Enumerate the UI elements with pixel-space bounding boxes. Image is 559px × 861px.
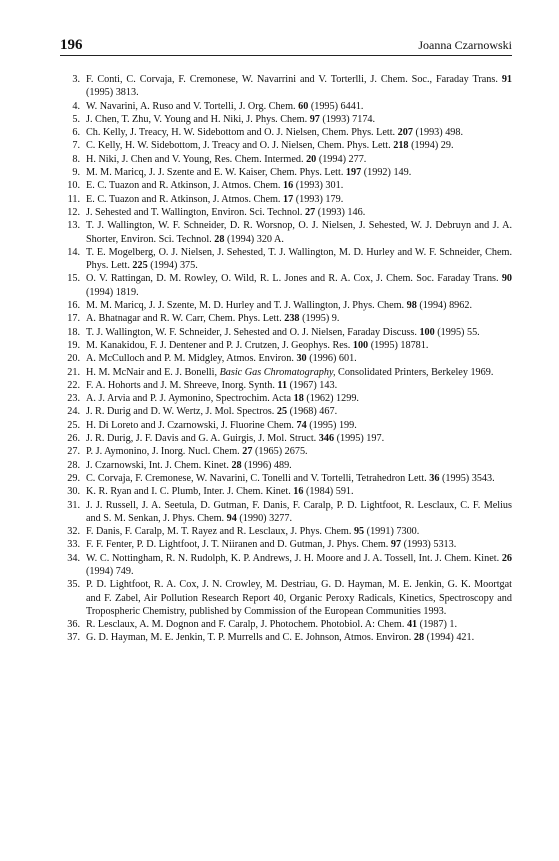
reference-text xyxy=(86,327,480,338)
reference-number: 8. xyxy=(72,153,80,165)
reference-text xyxy=(86,273,512,297)
reference-text xyxy=(86,619,457,630)
reference-volume: 94 xyxy=(226,512,237,524)
reference-number: 17. xyxy=(67,313,80,325)
reference-text xyxy=(86,460,292,471)
reference-fragment: G. D. Hayman, M. E. Jenkin, T. P. Murrells and C. E. Johnson, Atmos. Environ. xyxy=(86,632,414,644)
running-head: Joanna Czarnowski xyxy=(418,38,512,52)
reference-number: 30. xyxy=(67,486,80,498)
reference-item xyxy=(60,139,512,152)
reference-volume: 17 xyxy=(282,193,294,205)
reference-book-title: Basic Gas Chromatography, xyxy=(219,366,336,378)
reference-fragment: E. C. Tuazon and R. Atkinson, J. Atmos. Chem. xyxy=(86,180,283,192)
reference-fragment: (1994) 421. xyxy=(424,632,475,644)
reference-fragment: P. J. Aymonino, J. Inorg. Nucl. Chem. xyxy=(86,446,243,458)
reference-volume: 97 xyxy=(390,539,402,551)
reference-fragment: (1965) 2675. xyxy=(252,446,308,458)
reference-text xyxy=(86,446,308,457)
reference-text xyxy=(86,539,456,550)
reference-fragment: A. McCulloch and P. M. Midgley, Atmos. Environ. xyxy=(86,353,297,365)
reference-fragment: (1993) 146. xyxy=(315,206,366,218)
reference-fragment: (1992) 149. xyxy=(361,167,412,179)
reference-item xyxy=(60,312,512,325)
reference-volume: 60 xyxy=(298,100,309,112)
reference-fragment: M. M. Maricq, J. J. Szente and E. W. Kaiser, Chem. Phys. Lett. xyxy=(86,167,346,179)
reference-number: 37. xyxy=(67,632,80,644)
reference-number: 10. xyxy=(67,180,80,192)
reference-fragment: O. V. Rattingan, D. M. Rowley, O. Wild, R. L. Jones and R. A. Cox, J. Chem. Soc. Faraday Trans. xyxy=(86,273,502,285)
reference-text xyxy=(86,167,411,178)
reference-volume: 74 xyxy=(296,419,307,431)
reference-volume: 27 xyxy=(304,206,316,218)
reference-volume: 238 xyxy=(284,313,300,325)
reference-item xyxy=(60,219,512,246)
reference-text xyxy=(86,247,512,271)
reference-number: 9. xyxy=(72,167,80,179)
reference-text xyxy=(86,380,337,391)
reference-fragment: (1995) 3543. xyxy=(439,472,495,484)
reference-text xyxy=(86,553,512,577)
reference-item xyxy=(60,618,512,631)
reference-item xyxy=(60,299,512,312)
reference-fragment: A. Bhatnagar and R. W. Carr, Chem. Phys. Lett. xyxy=(86,313,285,325)
reference-item xyxy=(60,631,512,644)
reference-fragment: H. M. McNair and E. J. Bonelli, xyxy=(86,366,220,378)
reference-item xyxy=(60,392,512,405)
reference-volume: 41 xyxy=(406,619,418,631)
reference-text xyxy=(86,180,343,191)
reference-item xyxy=(60,499,512,526)
reference-volume: 97 xyxy=(309,113,320,125)
reference-volume: 30 xyxy=(296,353,307,365)
reference-fragment: M. Kanakidou, F. J. Dentener and P. J. Crutzen, J. Geophys. Res. xyxy=(86,339,353,351)
reference-volume: 100 xyxy=(352,339,369,351)
reference-fragment: F. Conti, C. Corvaja, F. Cremonese, W. Navarrini and V. Torterlli, J. Chem. Soc., Faraday Trans. xyxy=(86,74,502,85)
reference-text xyxy=(86,420,357,431)
reference-text xyxy=(86,207,365,218)
reference-item xyxy=(60,379,512,392)
reference-fragment: H. Niki, J. Chen and V. Young, Res. Chem. Intermed. xyxy=(86,153,307,165)
reference-volume: 11 xyxy=(277,379,288,391)
reference-number: 14. xyxy=(67,246,80,258)
reference-number: 29. xyxy=(67,472,80,484)
reference-item xyxy=(60,366,512,379)
reference-item xyxy=(60,326,512,339)
reference-text xyxy=(86,500,512,524)
reference-list xyxy=(60,73,512,645)
reference-number: 23. xyxy=(67,393,80,405)
reference-fragment: (1995) 6441. xyxy=(308,100,364,112)
reference-item xyxy=(60,126,512,139)
reference-volume: 197 xyxy=(345,167,362,179)
reference-text xyxy=(86,74,512,98)
reference-item xyxy=(60,272,512,299)
reference-volume: 207 xyxy=(397,127,413,139)
reference-fragment: J. R. Durig, J. F. Davis and G. A. Guirgis, J. Mol. Struct. xyxy=(86,433,319,445)
reference-number: 32. xyxy=(67,526,80,538)
reference-text xyxy=(86,367,493,378)
reference-fragment: E. C. Tuazon and R. Atkinson, J. Atmos. Chem. xyxy=(86,193,283,205)
reference-number: 33. xyxy=(67,539,80,551)
reference-volume: 16 xyxy=(293,486,304,498)
reference-fragment: T. E. Mogelberg, O. J. Nielsen, J. Sehested, T. J. Wallington, M. D. Hurley and W. F. Schneider, Chem. Phys. Lett. xyxy=(86,246,512,272)
reference-number: 28. xyxy=(67,459,80,471)
reference-volume: 218 xyxy=(393,140,409,152)
reference-fragment: R. Lesclaux, A. M. Dognon and F. Caralp, J. Photochem. Photobiol. A: Chem. xyxy=(86,619,407,631)
reference-fragment: (1995) 9. xyxy=(299,313,340,325)
reference-fragment: (1994) 1819. xyxy=(86,286,139,298)
reference-fragment: F. F. Fenter, P. D. Lightfoot, J. T. Niiranen and D. Gutman, J. Phys. Chem. xyxy=(86,539,391,551)
reference-item xyxy=(60,445,512,458)
reference-fragment: A. J. Arvia and P. J. Aymonino, Spectrochim. Acta xyxy=(86,393,294,405)
reference-number: 5. xyxy=(72,113,80,125)
reference-number: 7. xyxy=(72,140,80,152)
reference-number: 22. xyxy=(67,379,80,391)
reference-text xyxy=(86,473,495,484)
reference-text xyxy=(86,313,339,324)
reference-fragment: (1994) 320 A. xyxy=(224,233,284,245)
reference-number: 20. xyxy=(67,353,80,365)
reference-number: 31. xyxy=(67,499,80,511)
reference-fragment: W. C. Nottingham, R. N. Rudolph, K. P. Andrews, J. H. Moore and J. A. Tossell, Int. J. Chem. Kinet. xyxy=(86,552,502,564)
reference-text xyxy=(86,220,512,244)
reference-volume: 91 xyxy=(501,74,512,85)
reference-fragment: (1993) 179. xyxy=(293,193,344,205)
reference-fragment: (1994) 29. xyxy=(408,140,454,152)
reference-item xyxy=(60,472,512,485)
reference-text xyxy=(86,526,419,537)
reference-volume: 16 xyxy=(282,180,294,192)
page-header xyxy=(60,37,512,56)
reference-number: 25. xyxy=(67,419,80,431)
reference-fragment: (1991) 7300. xyxy=(364,526,420,538)
reference-fragment: (1993) 301. xyxy=(293,180,344,192)
reference-fragment: F. Danis, F. Caralp, M. T. Rayez and R. Lesclaux, J. Phys. Chem. xyxy=(86,526,354,538)
reference-fragment: (1995) 55. xyxy=(434,326,480,338)
reference-fragment: (1993) 5313. xyxy=(401,539,457,551)
reference-text xyxy=(86,433,384,444)
reference-item xyxy=(60,432,512,445)
reference-number: 15. xyxy=(67,273,80,285)
reference-text xyxy=(86,579,512,617)
reference-item xyxy=(60,459,512,472)
reference-fragment: (1994) 8962. xyxy=(416,300,473,312)
reference-number: 18. xyxy=(67,326,80,338)
reference-text xyxy=(86,114,375,125)
reference-item xyxy=(60,485,512,498)
reference-fragment: (1994) 375. xyxy=(147,260,198,272)
reference-volume: 36 xyxy=(429,472,440,484)
reference-fragment: J. Sehested and T. Wallington, Environ. Sci. Technol. xyxy=(86,206,305,218)
reference-fragment: K. R. Ryan and I. C. Plumb, Inter. J. Chem. Kinet. xyxy=(86,486,294,498)
reference-fragment: W. Navarini, A. Ruso and V. Tortelli, J. Org. Chem. xyxy=(86,100,299,112)
reference-fragment: (1968) 467. xyxy=(287,406,338,418)
reference-fragment: (1995) 197. xyxy=(334,433,385,445)
reference-number: 16. xyxy=(67,300,80,312)
reference-number: 36. xyxy=(67,619,80,631)
reference-item xyxy=(60,419,512,432)
reference-item xyxy=(60,578,512,618)
reference-item xyxy=(60,525,512,538)
reference-fragment: (1962) 1299. xyxy=(303,393,359,405)
reference-volume: 98 xyxy=(406,300,417,312)
reference-text xyxy=(86,486,354,497)
reference-number: 34. xyxy=(67,552,80,564)
reference-volume: 25 xyxy=(276,406,288,418)
reference-text xyxy=(86,406,337,417)
reference-fragment: (1996) 489. xyxy=(241,459,292,471)
reference-text xyxy=(86,140,454,151)
reference-fragment: M. M. Maricq, J. J. Szente, M. D. Hurley and T. J. Wallington, J. Phys. Chem. xyxy=(86,300,407,312)
reference-fragment: T. J. Wallington, W. F. Schneider, J. Sehested and O. J. Nielsen, Faraday Discuss. xyxy=(86,326,420,338)
reference-text xyxy=(86,632,474,643)
reference-fragment: J. R. Durig and D. W. Wertz, J. Mol. Spectros. xyxy=(86,406,277,418)
reference-item xyxy=(60,113,512,126)
reference-number: 6. xyxy=(72,127,80,139)
reference-volume: 346 xyxy=(318,433,335,445)
reference-text xyxy=(86,340,428,351)
reference-number: 19. xyxy=(67,339,80,351)
reference-fragment: C. Corvaja, F. Cremonese, W. Navarini, C. Tonelli and V. Tortelli, Tetrahedron Lett. xyxy=(86,472,430,484)
reference-fragment: J. J. Russell, J. A. Seetula, D. Gutman, F. Danis, F. Caralp, P. D. Lightfoot, R. Lesclaux, C. F. Melius and S. M. Senkan, J. Phys. Chem. xyxy=(86,499,512,524)
reference-number: 4. xyxy=(72,100,80,112)
reference-fragment: (1995) 3813. xyxy=(86,87,139,99)
reference-fragment: (1993) 498. xyxy=(412,127,464,139)
reference-volume: 28 xyxy=(413,632,425,644)
reference-text xyxy=(86,194,343,205)
reference-number: 35. xyxy=(67,579,80,591)
reference-volume: 20 xyxy=(306,153,317,165)
reference-number: 21. xyxy=(67,366,80,378)
reference-volume: 28 xyxy=(214,233,225,245)
reference-fragment: (1995) 199. xyxy=(306,419,357,431)
reference-volume: 90 xyxy=(501,273,512,285)
reference-fragment: H. Di Loreto and J. Czarnowski, J. Fluorine Chem. xyxy=(86,419,297,431)
reference-item xyxy=(60,552,512,579)
reference-number: 27. xyxy=(67,446,80,458)
reference-fragment: Ch. Kelly, J. Treacy, H. W. Sidebottom and O. J. Nielsen, Chem. Phys. Lett. xyxy=(86,127,398,139)
reference-item xyxy=(60,405,512,418)
reference-item xyxy=(60,352,512,365)
reference-fragment: J. Czarnowski, Int. J. Chem. Kinet. xyxy=(86,459,232,471)
reference-fragment: (1967) 143. xyxy=(287,379,338,391)
reference-item xyxy=(60,538,512,551)
reference-item xyxy=(60,179,512,192)
reference-number: 13. xyxy=(67,220,80,232)
reference-number: 3. xyxy=(72,74,80,85)
reference-item xyxy=(60,246,512,273)
reference-item xyxy=(60,193,512,206)
reference-text xyxy=(86,353,357,364)
reference-fragment: (1994) 749. xyxy=(86,565,134,577)
reference-text xyxy=(86,127,463,138)
reference-volume: 18 xyxy=(293,393,304,405)
reference-item xyxy=(60,339,512,352)
reference-fragment: (1995) 18781. xyxy=(368,339,429,351)
reference-item xyxy=(60,153,512,166)
reference-volume: 100 xyxy=(419,326,435,338)
reference-fragment: P. D. Lightfoot, R. A. Cox, J. N. Crowley, M. Destriau, G. D. Hayman, M. E. Jenkin, G. K. Moortgat and F. Zabel, Air Pollution Research Report 40, Organic Peroxy Radicals, Kinetics, Spectroscopy and Tropospheric Chemistry, published by Commission of the European Communities 1993. xyxy=(86,579,512,617)
page-number: 196 xyxy=(60,37,83,53)
reference-number: 11. xyxy=(67,193,80,205)
reference-item xyxy=(60,166,512,179)
reference-fragment: (1990) 3277. xyxy=(236,512,293,524)
reference-volume: 28 xyxy=(231,459,242,471)
reference-fragment: T. J. Wallington, W. F. Schneider, D. R. Worsnop, O. J. Nielsen, J. Sehested, W. J. Debruyn and J. A. Shorter, Environ. Sci. Technol. xyxy=(86,220,512,245)
reference-text xyxy=(86,154,366,165)
reference-item xyxy=(60,100,512,113)
reference-number: 24. xyxy=(67,406,80,418)
reference-fragment: F. A. Hohorts and J. M. Shreeve, Inorg. Synth. xyxy=(86,379,278,391)
reference-number: 26. xyxy=(67,433,80,445)
reference-volume: 95 xyxy=(353,526,365,538)
reference-item xyxy=(60,206,512,219)
reference-volume: 27 xyxy=(242,446,253,458)
reference-fragment: (1984) 591. xyxy=(303,486,354,498)
reference-text xyxy=(86,300,472,311)
reference-fragment: C. Kelly, H. W. Sidebottom, J. Treacy and O. J. Nielsen, Chem. Phys. Lett. xyxy=(86,140,394,152)
reference-fragment: (1993) 7174. xyxy=(319,113,376,125)
reference-fragment: (1994) 277. xyxy=(316,153,367,165)
reference-text xyxy=(86,101,363,112)
reference-text xyxy=(86,393,359,404)
reference-fragment: Consolidated Printers, Berkeley 1969. xyxy=(335,366,494,378)
reference-item xyxy=(60,73,512,100)
reference-fragment: (1996) 601. xyxy=(306,353,357,365)
reference-number: 12. xyxy=(67,206,80,218)
reference-volume: 26 xyxy=(501,552,512,564)
reference-fragment: J. Chen, T. Zhu, V. Young and H. Niki, J. Phys. Chem. xyxy=(86,113,310,125)
reference-fragment: (1987) 1. xyxy=(417,619,458,631)
reference-volume: 225 xyxy=(132,260,148,272)
